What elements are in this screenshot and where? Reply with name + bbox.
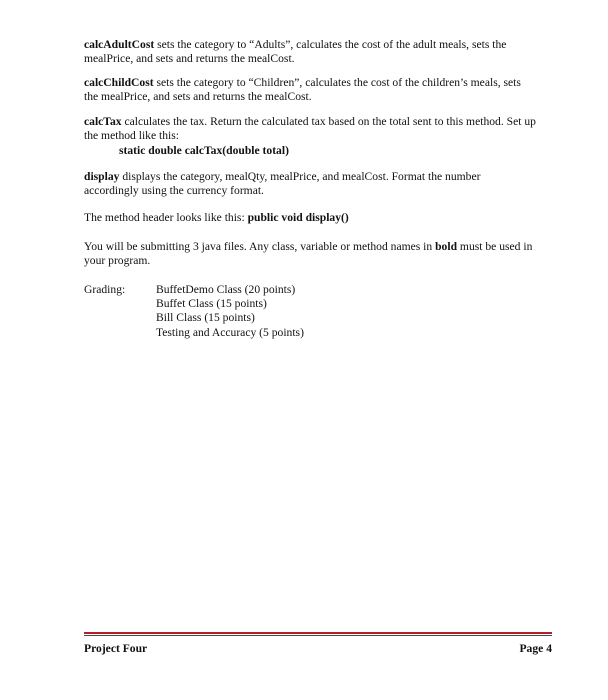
footer-rule <box>84 632 552 634</box>
display-description: displays the category, mealQty, mealPrice, and mealCost. Format the number accordingly using the currency format. <box>84 170 481 198</box>
calc-adult-cost-paragraph <box>84 38 536 66</box>
grading-item: BuffetDemo Class (20 points) <box>156 283 296 296</box>
method-header-text: The method header looks like this: <box>84 211 248 224</box>
calc-tax-term: calcTax <box>84 115 122 128</box>
submission-text-b: must be used in your program. <box>84 240 533 268</box>
display-term: display <box>84 170 120 183</box>
calc-adult-cost-term: calcAdultCost <box>84 38 155 51</box>
calc-child-cost-paragraph <box>84 76 536 104</box>
submission-paragraph <box>84 240 536 268</box>
grading-item: Testing and Accuracy (5 points) <box>156 325 304 339</box>
method-header-paragraph <box>84 211 536 225</box>
footer-page-number: Page 4 <box>519 642 552 655</box>
grading-label: Grading: <box>84 283 126 296</box>
grading-item: Bill Class (15 points) <box>156 311 255 325</box>
footer-project-title: Project Four <box>84 642 148 655</box>
method-header-code: public void display() <box>247 211 349 224</box>
calc-tax-paragraph <box>84 115 536 143</box>
submission-bold-word: bold <box>435 240 458 253</box>
grading-item: Buffet Class (15 points) <box>156 297 267 311</box>
calc-tax-description: calculates the tax. Return the calculated tax based on the total sent to this method. Set up the method like this: <box>84 115 536 143</box>
display-paragraph <box>84 170 536 198</box>
calc-child-cost-term: calcChildCost <box>84 76 154 89</box>
calc-child-cost-description: sets the category to “Children”, calculates the cost of the children’s meals, sets the mealPrice, and sets and returns the mealCost. <box>84 76 521 104</box>
grading-list <box>156 283 304 340</box>
calc-tax-signature: static double calcTax(double total) <box>119 144 289 157</box>
submission-text-a: You will be submitting 3 java files. Any class, variable or method names in <box>84 240 436 253</box>
calc-adult-cost-description: sets the category to “Adults”, calculates the cost of the adult meals, sets the mealPrice, and sets and returns the mealCost. <box>84 38 507 66</box>
footer-rule-thin <box>84 635 552 636</box>
